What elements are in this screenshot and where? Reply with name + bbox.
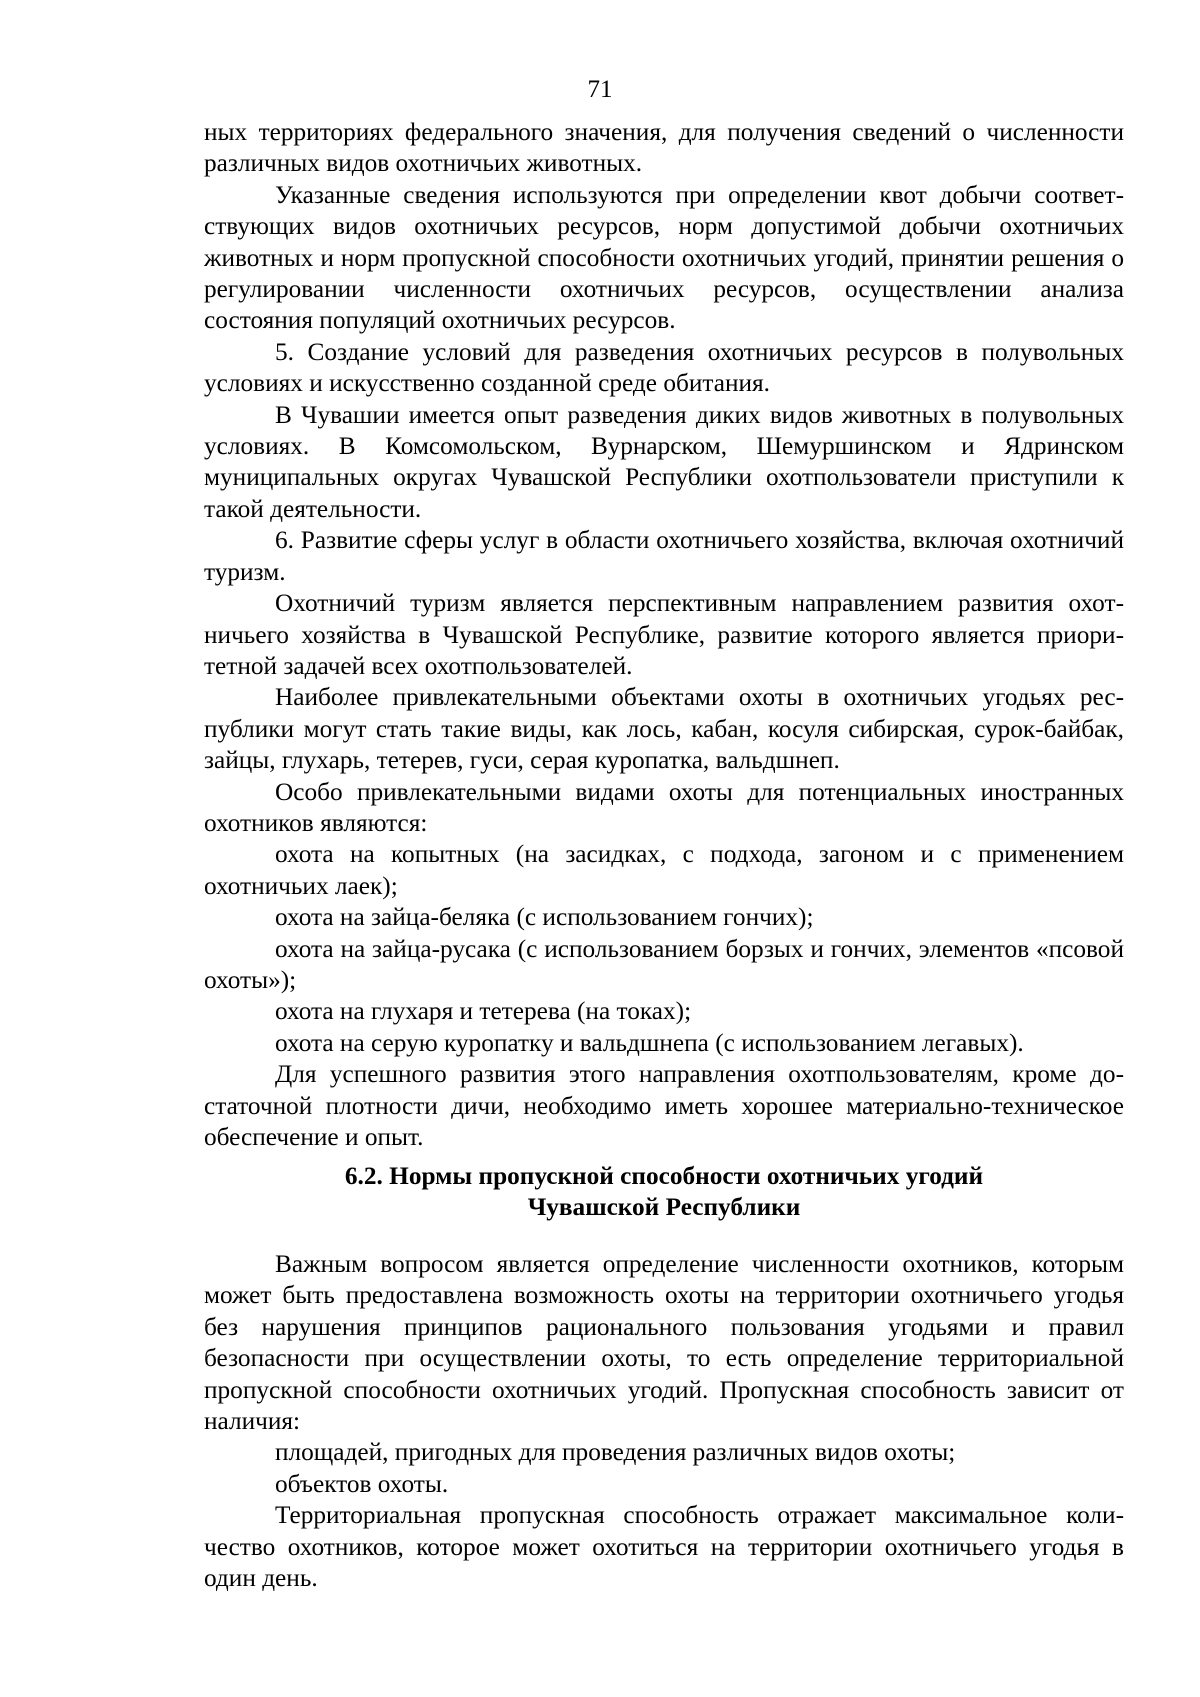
body-text-top [204,117,1124,1153]
paragraph: Для успешного развития этого направления охотпользователям, кроме достаточной плотности дичи, необходимо иметь хорошее материально-техническое обеспечение и опыт. [204,1060,1124,1151]
section-heading-line: Чувашской Республики [527,1193,801,1222]
list-item: охота на глухаря и тетерева (на токах); [275,997,692,1026]
list-item: охота на зайца-беляка (с использованием гончих); [275,903,814,932]
list-item: охота на копытных (на засидках, с подхода, загоном и с применением охотничьих лаек); [204,840,1124,900]
paragraph: Важным вопросом является определение численности охотников, которым может быть предоставлена возможность охоты на территории охотничьего угодья без нарушения принципов рационального пользования угодьями и правил безопасности при осуществлении охоты, то есть определение территориальной пропускной способности охотничьих угодий. Пропускная способность зависит от наличия: [204,1250,1124,1436]
paragraph: В Чувашии имеется опыт разведения диких видов животных в полувольных условиях. В Комсомольском, Вурнарском, Шемуршинском и Ядринском муниципальных округах Чувашской Республики охотпользователи приступили к такой деятельности. [204,400,1124,523]
list-item: площадей, пригодных для проведения различных видов охоты; [275,1438,956,1467]
page-number: 71 [587,76,613,103]
section-heading-line: 6.2. Нормы пропускной способности охотничьих угодий [344,1162,984,1190]
paragraph: Указанные сведения используются при определении квот добычи соответствующих видов охотничьих ресурсов, норм допустимой добычи охотничьих животных и норм пропускной способности охотничьих угодий, принятии решения о регулировании численности охотничьих ресурсов, осуществлении анализа состояния популяций охотничьих ресурсов. [204,180,1124,335]
section-heading [204,1161,1124,1224]
paragraph: 5. Создание условий для разведения охотничьих ресурсов в полувольных условиях и искусственно созданной среде обитания. [204,337,1124,398]
paragraph: Наиболее привлекательными объектами охоты в охотничьих угодьях республики могут стать такие виды, как лось, кабан, косуля сибирская, сурок-байбак, зайцы, глухарь, тетерев, гуси, серая куропатка, вальдшнеп. [204,683,1124,775]
list-item: охота на зайца-русака (с использованием борзых и гончих, элементов «псовой охоты»); [204,934,1124,994]
list-item: объектов охоты. [275,1469,449,1498]
paragraph: 6. Развитие сферы услуг в области охотничьего хозяйства, включая охотничий туризм. [204,526,1124,586]
paragraph: ных территориях федерального значения, для получения сведений о численности различных видов охотничьих животных. [204,118,1124,178]
paragraph: Территориальная пропускная способность отражает максимальное количество охотников, которое может охотиться на территории охотничьего угодья в один день. [204,1501,1124,1593]
body-text-bottom [204,1249,1124,1594]
paragraph: Особо привлекательными видами охоты для потенциальных иностранных охотников являются: [204,777,1124,837]
list-item: охота на серую куропатку и вальдшнепа (с использованием легавых). [275,1028,1024,1057]
paragraph: Охотничий туризм является перспективным направлением развития охотничьего хозяйства в Чувашской Республике, развитие которого является приоритетной задачей всех охотпользователей. [204,589,1124,680]
